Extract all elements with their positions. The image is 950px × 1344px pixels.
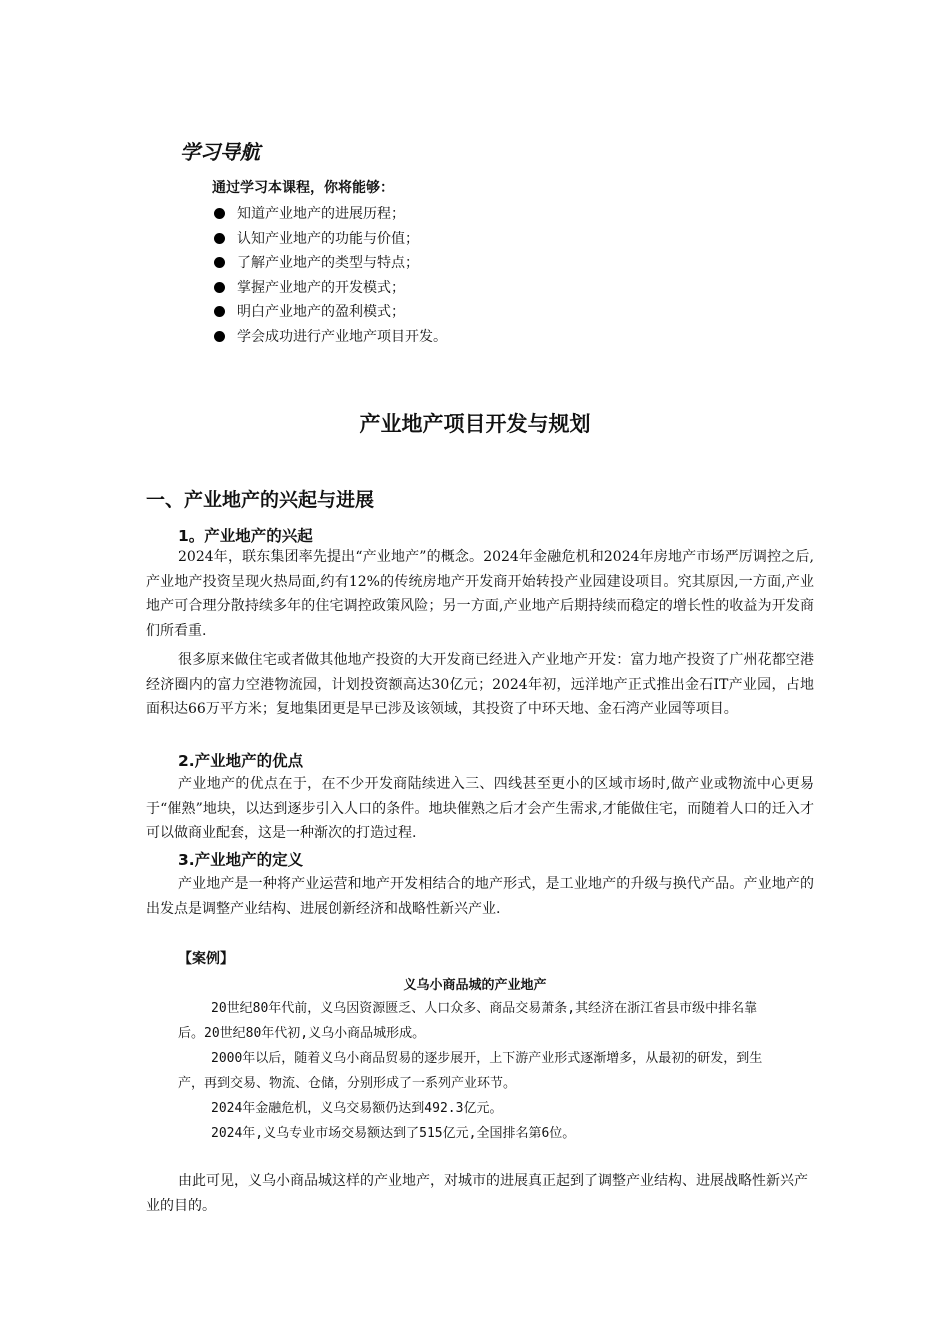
list-item-text: 学会成功进行产业地产项目开发。 (237, 328, 447, 345)
list-item (214, 202, 447, 227)
list-item (214, 276, 447, 301)
paragraph-definition: 产业地产是一种将产业运营和地产开发相结合的地产形式，是工业地产的升级与换代产品。产业地产的出发点是调整产业结构、进展创新经济和战略性新兴产业. (146, 876, 814, 917)
study-guide-intro: 通过学习本课程，你将能够： (212, 180, 394, 196)
subsection-heading-rise: 1。产业地产的兴起 (178, 527, 313, 545)
list-item (214, 251, 447, 276)
learning-objectives-list (214, 202, 447, 349)
list-item-text: 认知产业地产的功能与价值； (237, 230, 419, 247)
list-item-text: 了解产业地产的类型与特点； (237, 255, 419, 271)
case-label: 【案例】 (178, 951, 234, 967)
list-item (214, 300, 447, 325)
conclusion-paragraph: 由此可见，义乌小商品城这样的产业地产，对城市的进展真正起到了调整产业结构、进展战略性新兴产业的目的。 (146, 1173, 808, 1214)
list-item (214, 325, 447, 350)
case-paragraph: 20世纪80年代前，义乌因资源匮乏、人口众多、商品交易萧条,其经济在浙江省县市级中排名靠后。20世纪80年代初,义乌小商品城形成。 (178, 1001, 758, 1041)
study-guide-title: 学习导航 (180, 140, 260, 164)
bullet-icon (214, 282, 225, 293)
bullet-icon (214, 306, 225, 317)
list-item-text: 知道产业地产的进展历程； (237, 206, 405, 222)
list-item-text: 明白产业地产的盈利模式； (237, 304, 405, 320)
case-paragraph: 2024年金融危机，义乌交易额仍达到492.3亿元。 (211, 1101, 503, 1116)
document-title: 产业地产项目开发与规划 (359, 412, 591, 436)
section-heading: 一、产业地产的兴起与进展 (146, 489, 375, 511)
case-paragraph: 2000年以后，随着义乌小商品贸易的逐步展开，上下游产业形式逐渐增多，从最初的研发，到生产，再到交易、物流、仓储，分别形成了一系列产业环节。 (178, 1051, 763, 1091)
list-item (214, 227, 447, 252)
bullet-icon (214, 233, 225, 244)
case-paragraph: 2024年,义乌专业市场交易额达到了515亿元,全国排名第6位。 (211, 1126, 576, 1141)
paragraph-advantages: 产业地产的优点在于，在不少开发商陆续进入三、四线甚至更小的区域市场时,做产业或物流中心更易于“催熟”地块，以达到逐步引入人口的条件。地块催熟之后才会产生需求,才能做住宅，而随着人口的迁入才可以做商业配套，这是一种渐次的打造过程. (146, 776, 814, 841)
subsection-heading-advantages: 2.产业地产的优点 (178, 752, 304, 770)
subsection-heading-definition: 3.产业地产的定义 (178, 851, 304, 869)
case-title: 义乌小商品城的产业地产 (403, 978, 547, 993)
bullet-icon (214, 257, 225, 268)
paragraph-rise-1: 2024年，联东集团率先提出“产业地产”的概念。2024年金融危机和2024年房地产市场严厉调控之后,产业地产投资呈现火热局面,约有12%的传统房地产开发商开始转投产业园建设项目。究其原因,一方面,产业地产可合理分散持续多年的住宅调控政策风险；另一方面,产业地产后期持续而稳定的增长性的收益为开发商们所看重. (146, 549, 814, 639)
bullet-icon (214, 208, 225, 219)
bullet-icon (214, 331, 225, 342)
list-item-text: 掌握产业地产的开发模式； (237, 279, 405, 296)
paragraph-rise-2: 很多原来做住宅或者做其他地产投资的大开发商已经进入产业地产开发：富力地产投资了广州花都空港经济圈内的富力空港物流园，计划投资额高达30亿元；2024年初，远洋地产正式推出金石IT产业园，占地面积达66万平方米；复地集团更是早已涉及该领域，其投资了中环天地、金石湾产业园等项目。 (146, 652, 814, 717)
